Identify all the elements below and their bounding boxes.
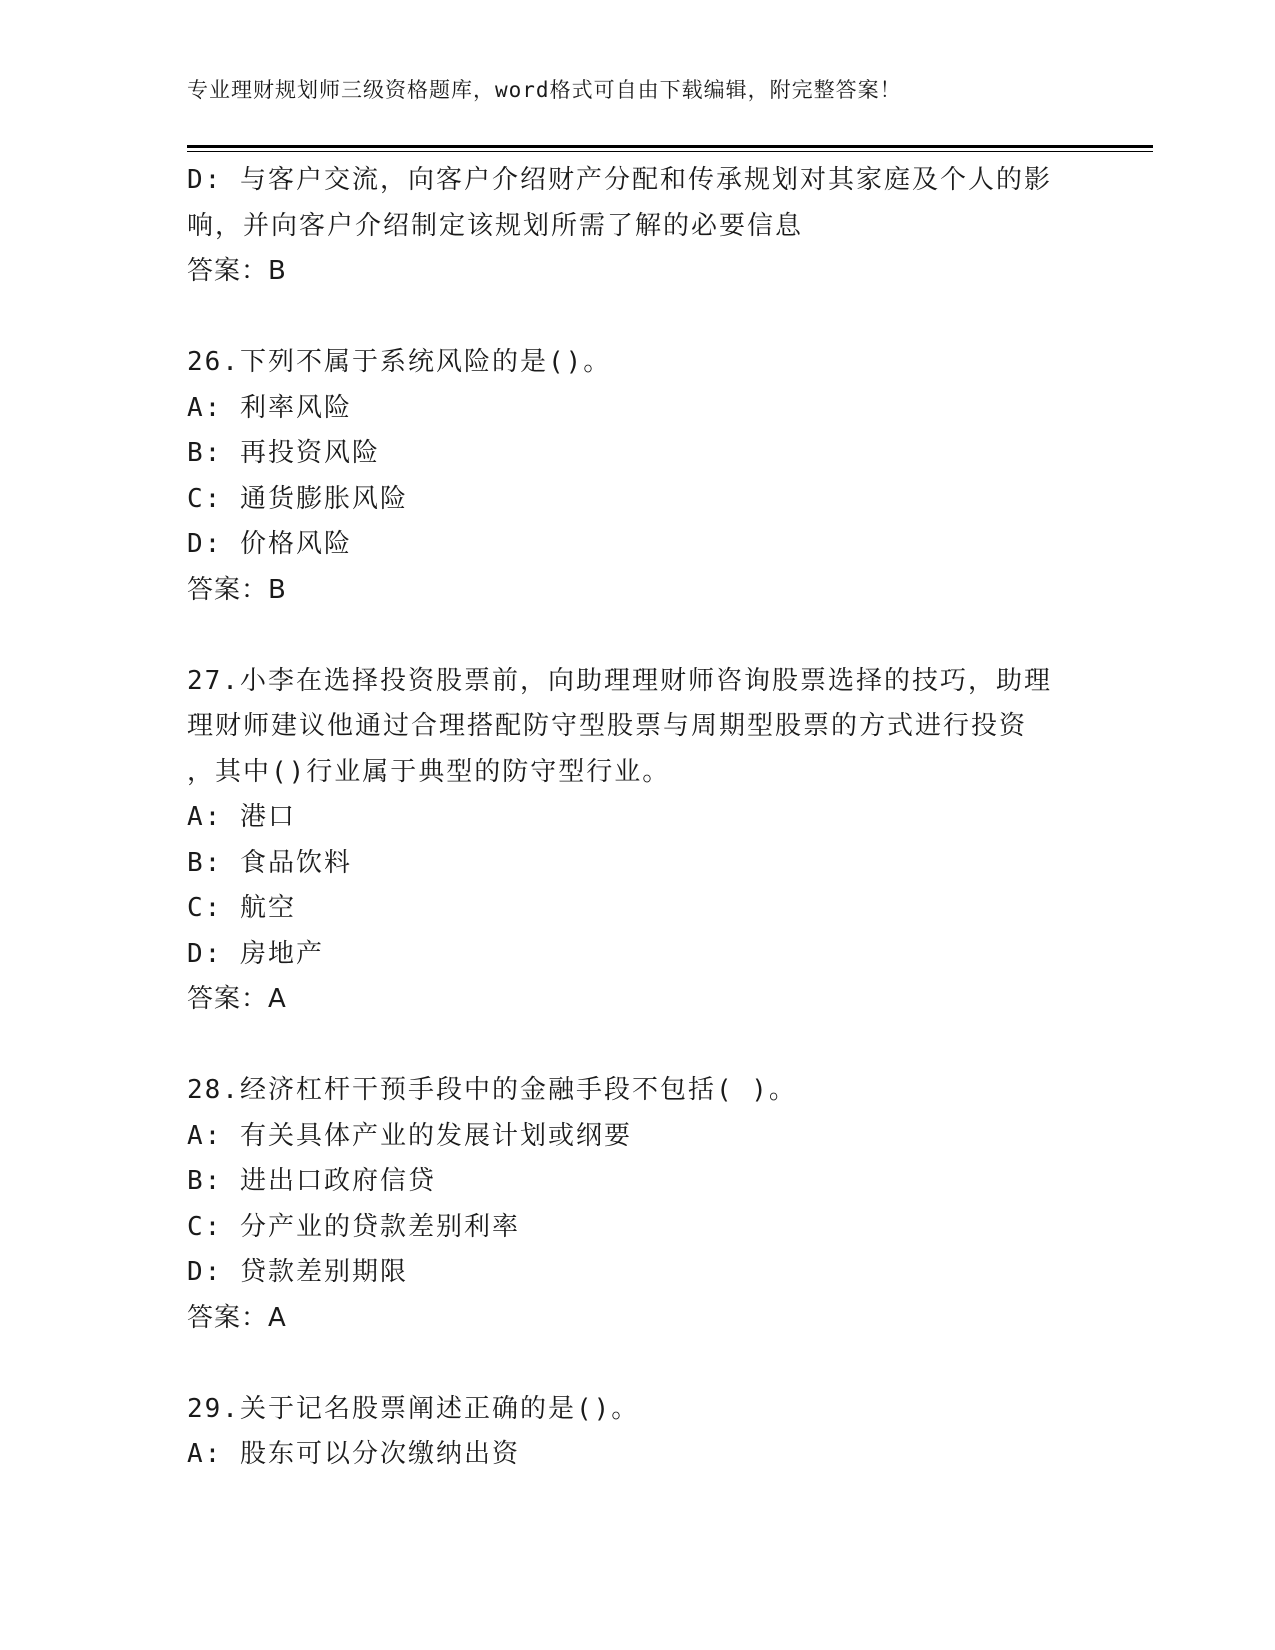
question-block (187, 1387, 1087, 1478)
option-a: A: 利率风险 (187, 392, 352, 423)
option-b: B: 食品饮料 (187, 847, 352, 878)
answer-line: 答案：A (187, 1302, 287, 1333)
answer-line: 答案：B (187, 574, 287, 605)
question-stem: 29.关于记名股票阐述正确的是()。 (187, 1393, 640, 1424)
question-line: 响，并向客户介绍制定该规划所需了解的必要信息 (187, 210, 804, 241)
option-b: B: 再投资风险 (187, 438, 380, 468)
option-c: C: 通货膨胀风险 (187, 483, 408, 514)
question-stem: 27.小李在选择投资股票前，向助理理财师咨询股票选择的技巧，助理 (187, 665, 1052, 696)
header-rule-thin (187, 151, 1153, 152)
option-a: A: 股东可以分次缴纳出资 (187, 1439, 520, 1469)
question-stem: 26.下列不属于系统风险的是()。 (187, 347, 612, 377)
answer-line: 答案：A (187, 984, 287, 1014)
option-a: A: 港口 (187, 802, 296, 832)
page-header: 专业理财规划师三级资格题库，word格式可自由下载编辑，附完整答案！ (187, 78, 902, 102)
question-block (187, 158, 1087, 295)
option-b: B: 进出口政府信贷 (187, 1166, 436, 1196)
option-d: D: 房地产 (187, 938, 324, 969)
question-stem: 28.经济杠杆干预手段中的金融手段不包括( )。 (187, 1075, 797, 1105)
answer-line: 答案：B (187, 256, 287, 286)
question-line: D: 与客户交流，向客户介绍财产分配和传承规划对其家庭及个人的影 (187, 165, 1052, 195)
question-block (187, 659, 1087, 1023)
question-block (187, 340, 1087, 613)
header-rule-thick (187, 145, 1153, 148)
question-stem: 理财师建议他通过合理搭配防守型股票与周期型股票的方式进行投资 (187, 711, 1028, 741)
question-list (187, 158, 1087, 1478)
question-stem: ，其中()行业属于典型的防守型行业。 (187, 756, 671, 787)
option-a: A: 有关具体产业的发展计划或纲要 (187, 1120, 632, 1151)
option-d: D: 价格风险 (187, 529, 352, 559)
option-d: D: 贷款差别期限 (187, 1257, 408, 1287)
option-c: C: 航空 (187, 893, 296, 923)
option-c: C: 分产业的贷款差别利率 (187, 1211, 520, 1242)
question-block (187, 1068, 1087, 1341)
